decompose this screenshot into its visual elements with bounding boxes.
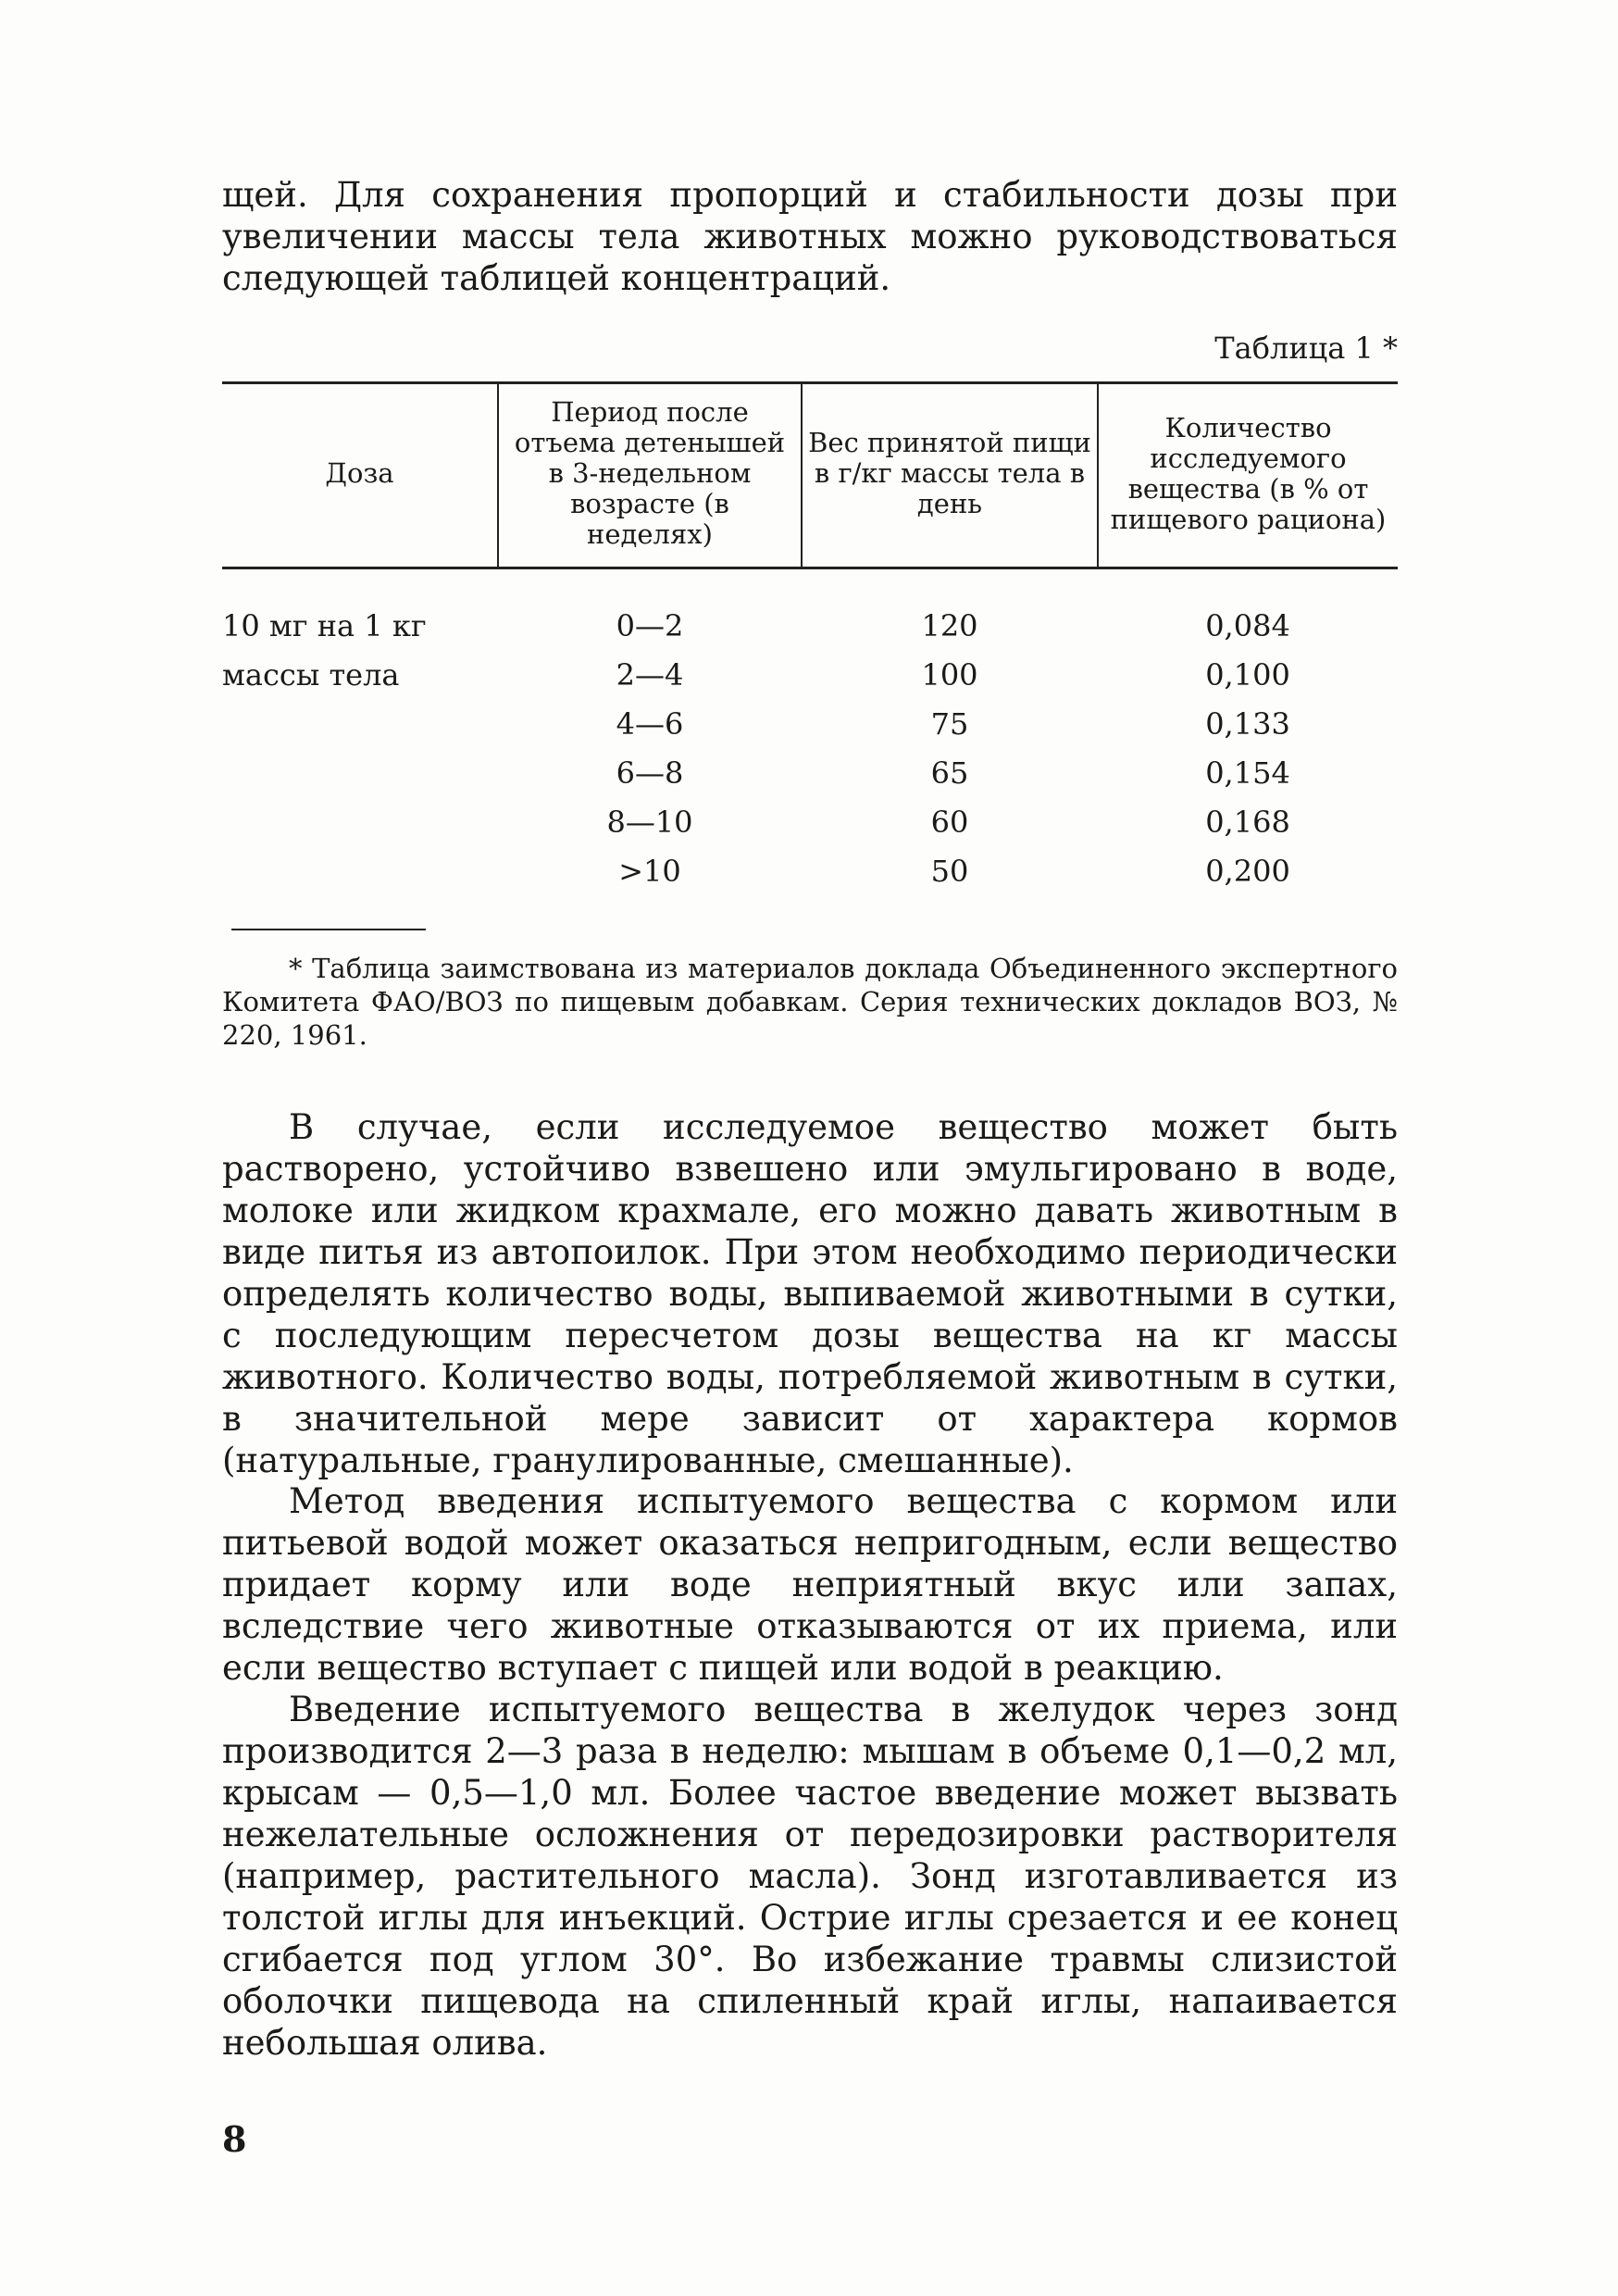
dose-cell: массы тела	[222, 656, 400, 693]
table-footnote: * Таблица заимствована из материалов доклада Объединенного экспертного Комитета ФАО/ВОЗ по пищевым добавкам. Серия технических докладов ВОЗ, № 220, 1961.	[222, 953, 1398, 1051]
intro-paragraph: щей. Для сохранения пропорций и стабильности дозы при увеличении массы тела животных можно руководствоваться следующей таблицей концентраций.	[222, 175, 1398, 298]
body-paragraph: Метод введения испытуемого вещества с кормом или питьевой водой может оказаться непригодным, если вещество придает корму или воде неприятный вкус или запах, вследствие чего животные отказываются от их приема, или если вещество вступает с пищей или водой в реакцию.	[222, 1481, 1398, 1688]
dose-cell	[222, 846, 498, 895]
table-row	[222, 748, 1398, 797]
food-weight-cell: 75	[930, 705, 969, 742]
table-row	[222, 650, 1398, 699]
body-paragraph: Введение испытуемого вещества в желудок через зонд производится 2—3 раза в неделю: мышам в объеме 0,1—0,2 мл, крысам — 0,5—1,0 мл. Более частое введение может вызвать нежелательные осложнения от передозировки растворителя (например, растительного масла). Зонд изготавливается из толстой иглы для инъекций. Острие иглы срезается и ее конец сгибается под углом 30°. Во избежание травмы слизистой оболочки пищевода на спиленный край иглы, напаивается небольшая олива.	[222, 1690, 1398, 2063]
header-period: Период после отъема детенышей в 3-недельном возрасте (в неделях)	[498, 383, 802, 568]
amount-cell: 0,100	[1205, 656, 1290, 693]
page-number: 8	[222, 2118, 247, 2160]
food-weight-cell: 60	[930, 804, 969, 840]
body-paragraph: В случае, если исследуемое вещество может быть растворено, устойчиво взвешено или эмульгировано в воде, молоке или жидком крахмале, его можно давать животным в виде питья из автопоилок. При этом необходимо периодически определять количество воды, выпиваемой животными в сутки, с последующим пересчетом дозы вещества на кг массы животного. Количество воды, потребляемой животным в сутки, в значительной мере зависит от характера кормов (натуральные, гранулированные, смешанные).	[222, 1107, 1398, 1480]
dose-cell	[222, 797, 498, 846]
amount-cell: 0,084	[1205, 607, 1290, 643]
dose-cell	[222, 748, 498, 797]
table-row	[222, 699, 1398, 748]
table-label: Таблица 1 *	[1214, 331, 1398, 366]
header-food-weight: Вес принятой пищи в г/кг массы тела в день	[802, 383, 1098, 568]
footnote-divider	[231, 929, 426, 930]
amount-cell: 0,154	[1205, 755, 1290, 791]
period-cell: 8—10	[606, 804, 693, 840]
header-dose: Доза	[222, 383, 498, 568]
period-cell: >10	[618, 853, 681, 889]
table-row	[222, 568, 1398, 651]
amount-cell: 0,133	[1205, 705, 1290, 742]
food-weight-cell: 100	[921, 656, 978, 693]
amount-cell: 0,168	[1205, 804, 1290, 840]
period-cell: 6—8	[616, 755, 684, 791]
dose-cell: 10 мг на 1 кг	[222, 607, 427, 643]
table-row	[222, 797, 1398, 846]
food-weight-cell: 65	[930, 755, 969, 791]
period-cell: 2—4	[616, 656, 684, 693]
table-row	[222, 846, 1398, 895]
header-amount: Количество исследуемого вещества (в % от пищевого рациона)	[1098, 383, 1398, 568]
concentration-table	[222, 381, 1398, 895]
period-cell: 4—6	[616, 705, 684, 742]
period-cell: 0—2	[616, 607, 684, 643]
table-header-row	[222, 383, 1398, 568]
dose-cell	[222, 699, 498, 748]
food-weight-cell: 120	[921, 607, 978, 643]
amount-cell: 0,200	[1205, 853, 1290, 889]
food-weight-cell: 50	[930, 853, 969, 889]
